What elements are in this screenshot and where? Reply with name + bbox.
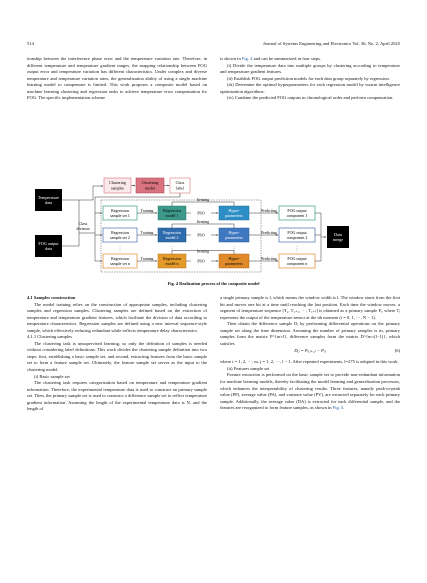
model-2-label-1: Regression bbox=[163, 229, 181, 235]
fog-1-label-1: FOG output bbox=[287, 207, 307, 213]
model-n-label-2: model n bbox=[165, 261, 179, 266]
fog-1-label-2: component 1 bbox=[286, 213, 308, 218]
data-merge-label-2: merge bbox=[332, 237, 344, 242]
journal-title: Journal of Systems Engineering and Electronics Vol. 36, No. 2, April 2025 bbox=[263, 41, 400, 46]
hyper-1-label-2: parameters bbox=[225, 213, 243, 218]
training-label-1: Training bbox=[140, 209, 154, 213]
vdots-3: ⋮ bbox=[231, 247, 237, 252]
paragraph: The model training relies on the construction of appropriate samples, including clustering samples and regression samples. Clustering samples are defined based on the extraction of temperature and temperature gradient features, which facilitate the division of data according to temperature characteristics. Regression samples are defined using a new interval sequence-style sample, which effectively reducing redundant while reflects temperature delay characteristics. bbox=[27, 301, 207, 333]
list-item-heading: (i) Basic sample set bbox=[34, 373, 70, 379]
figure-link[interactable]: Fig. 5 bbox=[332, 405, 344, 411]
equation-6 bbox=[220, 348, 400, 358]
page-number: 514 bbox=[27, 41, 34, 46]
figure-4 bbox=[33, 173, 394, 278]
clustering-samples-label-2: samples bbox=[111, 185, 124, 191]
iterating-label-1: Iterating bbox=[196, 198, 210, 202]
sample-2-label-2: sample set 2 bbox=[110, 235, 130, 240]
paragraph-intro: is shown in Fig. 4 and can be summarized in four steps. bbox=[220, 56, 322, 61]
predicting-label-n: Predicting bbox=[261, 257, 277, 261]
paragraph: tionship between the interference phase error and the temperature variation rate. Therefore, in different temperature and temperature gradient ranges, the mapping relationship between FOG output error and temperature variation has different characteristics. Under complex and diverse temperature and temperature variation rates, the generalization ability of using a single machine learning model to compensate is limited. This work proposes a composite model based on machine learning clustering and regression tasks to achieve temperature error compensation for FOG. The specific implementation scheme bbox=[27, 56, 207, 101]
model-2-label-2: model 2 bbox=[165, 235, 179, 240]
equation-expression: Dᵢⱼ = Pᵢ₍ⱼ₊₁₎ − Pᵢⱼ bbox=[294, 348, 326, 354]
predicting-label-1: Predicting bbox=[261, 209, 277, 213]
paragraph: Feature extraction is performed on the basic sample set to provide non-redundant information for machine learning models, thereby facilitating the model learning and generalization processes, which enhances the interpretability of clustering results. Three features, namely peak-to-peak value (PP), average value (PA), and variance value (PV), are extracted separately for each primary sample. Additionally, the average value (DA) is extracted for each differential sample, and the features are reorganized to form feature samples, as shown in Fig. 5. bbox=[220, 372, 400, 411]
model-n-label-1: Regression bbox=[163, 255, 181, 261]
sample-1-label-2: sample set 1 bbox=[110, 213, 130, 218]
sample-1-label-1: Regression bbox=[111, 207, 129, 213]
hyper-n-label-2: parameters bbox=[225, 261, 243, 266]
step-1: (i) Divide the temperature data into multiple groups by clustering according to temperature and temperature gradient features. bbox=[220, 62, 400, 75]
fog-n-label-1: FOG output bbox=[287, 255, 307, 261]
list-item-heading: (ii) Features sample set bbox=[227, 365, 270, 371]
fog-n-label-2: component n bbox=[286, 261, 308, 266]
training-label-n: Training bbox=[140, 257, 154, 261]
hyper-2-label-1: Hyper- bbox=[228, 229, 240, 235]
column-bottom-right bbox=[220, 295, 400, 412]
fog-output-data-label-2: data bbox=[45, 246, 52, 251]
paragraph: Then obtain the difference sample Dᵢ by performing differential operations on the primary sample set along the time dimension. Assuming the number of primary samples is m, primary samples form the matrix P^{m×l}, difference samples form the matrix D^{m×(l−1)}, which satisfies bbox=[220, 321, 400, 346]
column-top-right bbox=[220, 56, 400, 102]
iterating-label-n: Iterating bbox=[196, 249, 210, 254]
clustering-model-label-2: model bbox=[145, 185, 155, 191]
fog-output-data-label-1: FOG output bbox=[38, 241, 59, 246]
pso-label-1: PSO bbox=[197, 210, 205, 216]
data-merge-label-1: Data bbox=[334, 232, 342, 237]
sample-n-label-1: Regression bbox=[111, 255, 129, 261]
vdots-1: ⋮ bbox=[117, 247, 123, 252]
sample-2-label-1: Regression bbox=[111, 229, 129, 235]
hyper-1-label-1: Hyper- bbox=[228, 207, 240, 213]
hyper-n-label-1: Hyper- bbox=[228, 255, 240, 261]
pso-label-2: PSO bbox=[197, 232, 205, 238]
model-1-label-2: model 1 bbox=[165, 213, 179, 218]
section-heading: 4.1 Samples construction bbox=[27, 295, 76, 300]
composite-model-diagram bbox=[33, 173, 394, 278]
predicting-label-2: Predicting bbox=[261, 231, 277, 235]
clustering-samples-label-1: Clustering bbox=[109, 180, 126, 185]
step-4: (iv) Combine the predicted FOG outputs in chronological order and perform compensation. bbox=[227, 95, 394, 101]
class-division-label-2: division bbox=[76, 226, 90, 231]
fog-2-label-2: component 2 bbox=[286, 235, 308, 240]
fog-2-label-1: FOG output bbox=[287, 229, 307, 235]
column-bottom-left bbox=[27, 295, 207, 413]
paragraph: The clustering task is unsupervised learning, so only the definition of samples is needed without considering label definitions. This work divides the clustering sample definition into two steps: first, establishing a basic sample set, and second, extracting features from the basic sample set to form a feature sample set. Ultimately, the feature sample set serves as the input to the clustering model. bbox=[27, 340, 207, 373]
paragraph: where i = 1, 2, ···, m, j = 1, 2, ···, l − 1. After repeated experiments, l=275 is adopted in this work. bbox=[220, 359, 399, 365]
pso-label-n: PSO bbox=[197, 258, 205, 264]
page-header bbox=[27, 41, 400, 51]
iterating-label-2: Iterating bbox=[196, 220, 210, 224]
equation-number: (6) bbox=[394, 348, 400, 354]
class-label-label-2: label bbox=[176, 185, 184, 191]
temperature-data-label-2: data bbox=[45, 200, 52, 205]
vdots-4: ⋮ bbox=[294, 247, 300, 252]
vdots-2: ⋮ bbox=[169, 247, 175, 252]
clustering-model-label-1: Clustering bbox=[141, 180, 159, 185]
class-label-label-1: Class bbox=[175, 180, 185, 185]
class-division-label-1: Class bbox=[78, 221, 88, 226]
training-label-2: Training bbox=[140, 231, 154, 235]
figure-link[interactable]: Fig. 4 bbox=[241, 56, 253, 61]
model-1-label-1: Regression bbox=[163, 207, 181, 213]
step-2: (ii) Establish FOG output prediction models for each data group separately by regression. bbox=[227, 75, 390, 81]
figure-caption: Fig. 4 Realization process of the composite model bbox=[167, 281, 260, 286]
paragraph: The clustering task requires categorization based on temperature and temperature gradient information. Therefore, the experimental temperature data is used to construct an primary sample set. Then, the primary sample set is used to construct a difference sample set to reflect temperature gradient information. Assuming the length of the experimental temperature data is N, and the length of bbox=[27, 380, 207, 412]
paragraph: a single primary sample is l, which means the window width is l. The window starts from the first bit and moves one bit at a time until reaching the last position. Each time the window moves, a segment of temperature sequence [T₁, T₁₊₁, ···, T₁₊ₗ] is obtained as a primary sample Pᵢ, where Tᵢ represents the output of the temperature sensor at the ith moment (i = 0, 1, ···, N − 1). bbox=[220, 295, 400, 320]
temperature-data-label-1: Temperature bbox=[37, 195, 60, 200]
subsection-heading: 4.1.1 Clustering samples bbox=[27, 334, 72, 340]
column-top-left bbox=[27, 56, 207, 102]
step-3: (iii) Determine the optimal hyperparameters for each regression model by swarm intelligence optimization algorithms. bbox=[220, 82, 400, 94]
sample-n-label-2: sample set n bbox=[110, 261, 130, 266]
hyper-2-label-2: parameters bbox=[225, 235, 243, 240]
